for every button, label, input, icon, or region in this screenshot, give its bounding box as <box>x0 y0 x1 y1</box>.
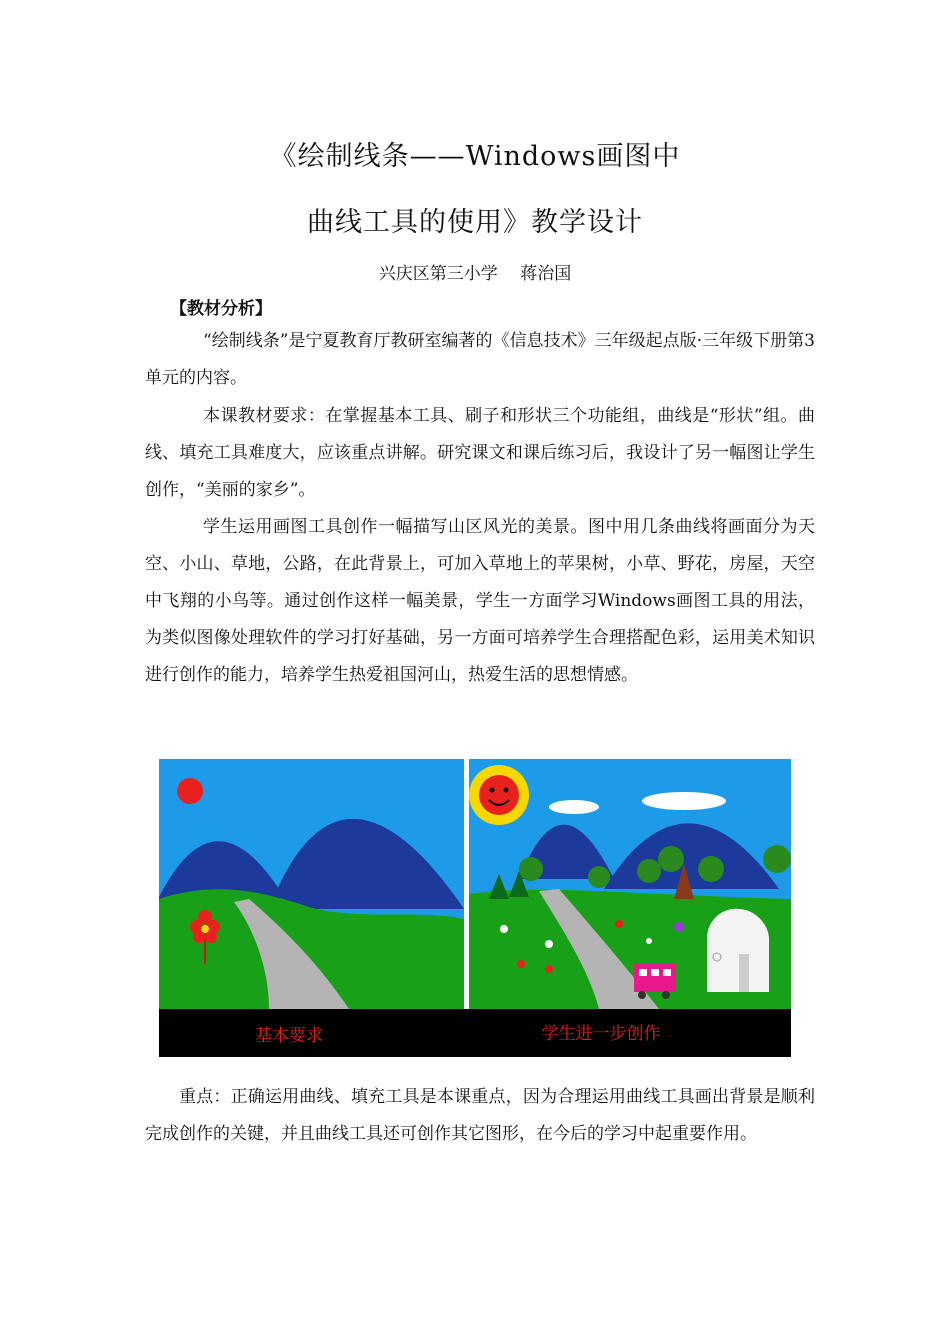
author-line: 兴庆区第三小学 蒋治国 <box>378 264 572 284</box>
paragraph-requirements: 本课教材要求：在掌握基本工具、刷子和形状三个功能组，曲线是“形状”组。曲线、填充工具难度大，应该重点讲解。研究课文和课后练习后，我设计了另一幅图让学生创作，“美丽的家乡”。 <box>145 406 815 500</box>
left-sun-icon <box>177 778 203 804</box>
cloud-icon-right <box>642 792 726 810</box>
right-panel <box>469 759 791 1009</box>
paragraph-intro: “绘制线条”是宁夏教育厅教研室编著的《信息技术》三年级起点版·三年级下册第3单元的内容。 <box>145 331 815 388</box>
paragraph-key-point: 重点：正确运用曲线、填充工具是本课重点，因为合理运用曲线工具画出背景是顺利完成创作的关键，并且曲线工具还可创作其它图形，在今后的学习中起重要作用。 <box>145 1087 815 1144</box>
document-title-line2: 曲线工具的使用》教学设计 <box>307 207 643 238</box>
paragraph-creation: 学生运用画图工具创作一幅描写山区风光的美景。图中用几条曲线将画面分为天空、小山、草地，公路，在此背景上，可加入草地上的苹果树，小草、野花，房屋，天空中飞翔的小鸟等。通过创作这样一幅美景，学生一方面学习Windows画图工具的用法，为类似图像处理软件的学习打好基础，另一方面可培养学生合理搭配色彩，运用美术知识进行创作的能力，培养学生热爱祖国河山，热爱生活的思想情感。 <box>145 517 815 685</box>
right-sun-icon <box>469 765 529 825</box>
document-title-line1: 《绘制线条——Windows画图中 <box>269 141 681 172</box>
left-panel <box>159 759 464 1009</box>
left-caption: 基本要求 <box>255 1026 323 1046</box>
section-heading: 【教材分析】 <box>170 299 272 319</box>
cloud-icon-left <box>549 800 599 814</box>
right-caption: 学生进一步创作 <box>541 1024 661 1044</box>
lesson-figure <box>159 759 791 1057</box>
figure-drawing <box>159 759 791 1057</box>
panel-divider <box>464 759 469 1009</box>
caption-bar <box>159 1009 791 1057</box>
house-icon <box>707 909 769 992</box>
